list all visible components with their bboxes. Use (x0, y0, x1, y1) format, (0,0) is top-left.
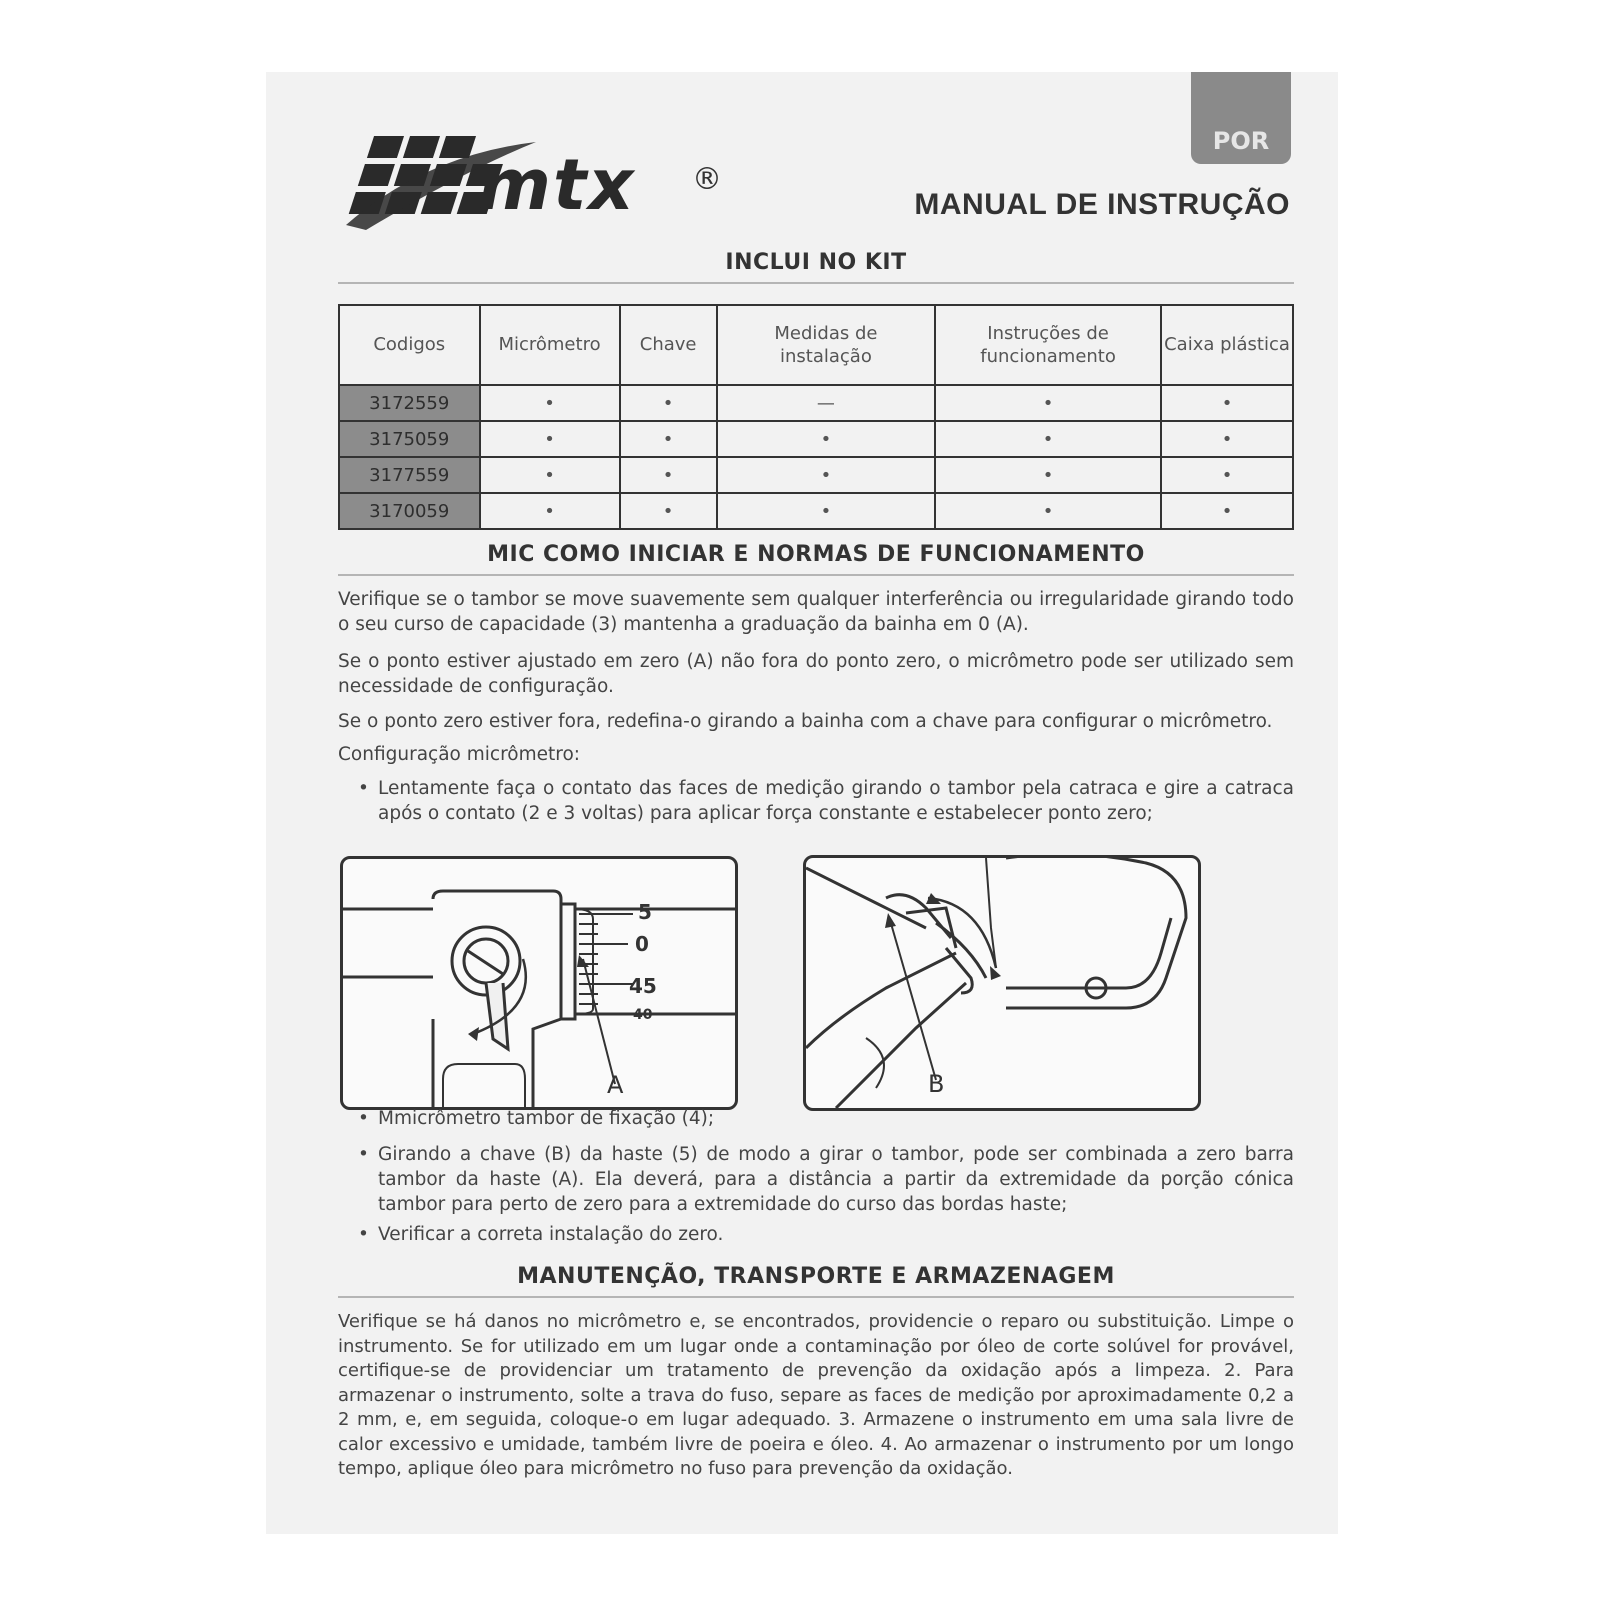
kit-heading: INCLUI NO KIT (725, 250, 907, 275)
scale-label: 5 (638, 900, 652, 924)
table-header-row (339, 305, 1293, 385)
table-cell: • (717, 493, 935, 529)
bullet-mark: • (358, 778, 369, 799)
paragraph: Configuração micrômetro: (338, 744, 580, 765)
table-cell: • (935, 457, 1161, 493)
table-row (339, 493, 1293, 529)
table-cell: • (935, 493, 1161, 529)
table-cell: • (620, 457, 717, 493)
scale-label: 45 (629, 974, 657, 998)
product-code: 3170059 (339, 493, 480, 529)
table-cell: • (1161, 457, 1293, 493)
table-cell: • (480, 385, 620, 421)
column-header: Caixa plástica (1161, 305, 1293, 385)
scale-label: 40 (633, 1007, 653, 1023)
registered-mark: ® (692, 162, 722, 197)
scale-label: 0 (635, 932, 649, 956)
table-cell: • (480, 421, 620, 457)
table-cell: • (620, 385, 717, 421)
column-header: Chave (620, 305, 717, 385)
divider (338, 1296, 1294, 1298)
product-code: 3177559 (339, 457, 480, 493)
paragraph: Se o ponto zero estiver fora, redefina-o girando a bainha com a chave para configurar o micrômetro. (338, 711, 1273, 732)
table-row (339, 385, 1293, 421)
table-row (339, 457, 1293, 493)
kit-table (338, 304, 1294, 530)
start-heading: MIC COMO INICIAR E NORMAS DE FUNCIONAMENTO (487, 542, 1145, 567)
list-item-text: Girando a chave (B) da haste (5) de modo a girar o tambor, pode ser combinada a zero barra tambor da haste (A). Ela deverá, para a distância a partir da extremidade da porção cónica tambor para perto de zero para a extremidade do curso das bordas haste; (378, 1144, 1294, 1215)
bullet-mark: • (358, 1224, 369, 1245)
list-item-text: Verificar a correta instalação do zero. (378, 1224, 724, 1245)
bullet-mark: • (358, 1108, 369, 1129)
list-item-text: Lentamente faça o contato das faces de medição girando o tambor pela catraca e gire a catraca após o contato (2 e 3 voltas) para aplicar força constante e estabelecer ponto zero; (378, 778, 1294, 824)
divider (338, 282, 1294, 284)
column-header: Instruções de funcionamento (935, 305, 1161, 385)
column-header: Medidas de instalação (717, 305, 935, 385)
column-header: Codigos (339, 305, 480, 385)
table-cell: • (717, 457, 935, 493)
maintenance-text: Verifique se há danos no micrômetro e, se encontrados, providencie o reparo ou substituição. Limpe o instrumento. Se for utilizado em um lugar onde a contaminação por óleo de corte solúvel for provável, certifique-se de providenciar um tratamento de prevenção da oxidação após a limpeza. 2. Para armazenar o instrumento, solte a trava do fuso, separe as faces de medição por aproximadamente 0,2 a 2 mm, e, em seguida, coloque-o em lugar adequado. 3. Armazene o instrumento em uma sala livre de calor excessivo e umidade, também livre de poeira e óleo. 4. Ao armazenar o instrumento por um longo tempo, aplique óleo para micrômetro no fuso para prevenção da oxidação. (338, 1311, 1294, 1479)
table-cell: — (717, 385, 935, 421)
table-cell: • (1161, 385, 1293, 421)
figure-label: A (607, 1071, 624, 1099)
divider (338, 574, 1294, 576)
table-cell: • (1161, 421, 1293, 457)
manual-page (266, 72, 1338, 1534)
bullet-mark: • (358, 1144, 369, 1165)
paragraph: Verifique se o tambor se move suavemente sem qualquer interferência ou irregularidade girando todo o seu curso de capacidade (3) mantenha a graduação da bainha em 0 (A). (338, 589, 1294, 635)
table-cell: • (620, 421, 717, 457)
column-header: Micrômetro (480, 305, 620, 385)
table-cell: • (717, 421, 935, 457)
micrometer-sleeve-illustration (343, 859, 735, 1107)
table-row (339, 421, 1293, 457)
figure-b (803, 855, 1201, 1111)
page-title: MANUAL DE INSTRUÇÃO (914, 188, 1290, 221)
table-cell: • (935, 385, 1161, 421)
list-item-text: Mmicrômetro tambor de fixação (4); (378, 1108, 715, 1129)
maintenance-heading: MANUTENÇÃO, TRANSPORTE E ARMAZENAGEM (517, 1264, 1115, 1289)
figure-a (340, 856, 738, 1110)
table-cell: • (935, 421, 1161, 457)
table-cell: • (480, 493, 620, 529)
language-tab: POR (1191, 72, 1291, 164)
table-cell: • (620, 493, 717, 529)
table-cell: • (1161, 493, 1293, 529)
brand-wordmark: mtx (478, 144, 636, 226)
table-cell: • (480, 457, 620, 493)
product-code: 3172559 (339, 385, 480, 421)
paragraph: Se o ponto estiver ajustado em zero (A) não fora do ponto zero, o micrômetro pode ser utilizado sem necessidade de configuração. (338, 651, 1294, 697)
product-code: 3175059 (339, 421, 480, 457)
figure-label: B (928, 1070, 945, 1098)
micrometer-frame-illustration (806, 858, 1198, 1108)
